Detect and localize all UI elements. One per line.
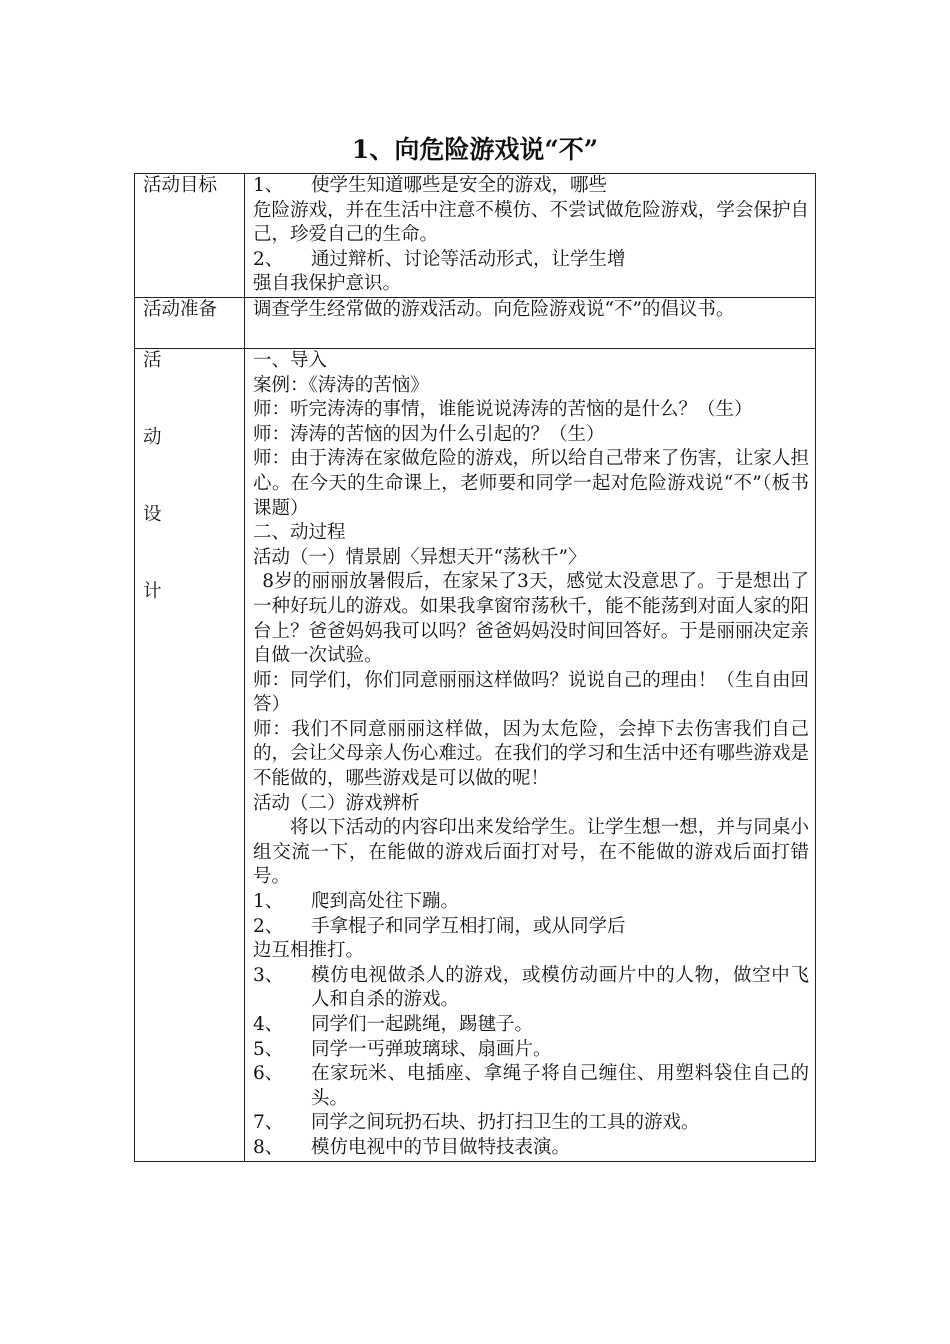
- list-item-number: 2、: [253, 915, 284, 937]
- label-goal: 活动目标: [135, 174, 245, 298]
- case-title: 案例：《涛涛的苦恼》: [253, 374, 429, 396]
- list-item: [253, 1111, 809, 1136]
- activity-2-title: 活动（二）游戏辨析: [253, 792, 420, 814]
- table-row-design: [135, 348, 816, 1161]
- goal-item-1-text: 使学生知道哪些是安全的游戏，哪些: [311, 175, 608, 196]
- instruction-paragraph: 将以下活动的内容印出来发给学生。让学生想一想，并与同桌小组交流一下，在能做的游戏后面打对号，在不能做的游戏后面打错号。: [253, 817, 809, 888]
- list-item-text: 同学一丐弹玻璃球、扇画片。: [311, 1038, 552, 1060]
- goal-item-2: [253, 248, 809, 273]
- content-goal: [245, 174, 816, 298]
- label-design-char-2: 动: [143, 426, 162, 448]
- label-prep: 活动准备: [135, 297, 245, 348]
- list-item-text: 爬到高处往下蹦。: [311, 891, 460, 913]
- list-item-number: 1、: [253, 891, 284, 913]
- paragraph: 师：由于涛涛在家做危险的游戏，所以给自己带来了伤害，让家人担心。在今天的生命课上，老师要和同学一起对危险游戏说“不”（板书课题）: [253, 448, 809, 519]
- list-item-number: 8、: [253, 1136, 284, 1158]
- goal-item-1-number: 1、: [253, 175, 284, 196]
- lesson-plan-table: [134, 173, 816, 1162]
- list-item-number: 6、: [253, 1063, 284, 1085]
- table-row-goal: [135, 174, 816, 298]
- list-item: [253, 1062, 809, 1111]
- goal-item-1-continuation: 危险游戏，并在生活中注意不模仿、不尝试做危险游戏，学会保护自己，珍爱自己的生命。: [253, 199, 809, 246]
- paragraph: 师：我们不同意丽丽这样做，因为太危险，会掉下去伤害我们自己的，会让父母亲人伤心难过。在我们的学习和生活中还有哪些游戏是不能做的，哪些游戏是可以做的呢！: [253, 718, 809, 790]
- goal-item-2-continuation: 强自我保护意识。: [253, 273, 402, 295]
- list-item-number: 4、: [253, 1014, 284, 1035]
- goal-item-1: [253, 174, 809, 199]
- table-row-prep: [135, 297, 816, 348]
- list-item-number: 3、: [253, 964, 284, 986]
- activity-1-title: 活动（一）情景剧〈异想天开“荡秋千”〉: [253, 546, 587, 568]
- paragraph: 师：涛涛的苦恼的因为什么引起的？（生）: [253, 423, 605, 445]
- content-prep: 调查学生经常做的游戏活动。向危险游戏说“不”的倡议书。: [245, 297, 816, 348]
- list-item: [253, 890, 809, 915]
- list-item-text: 模仿电视做杀人的游戏，或模仿动画片中的人物，做空中飞人和自杀的游戏。: [311, 964, 809, 1011]
- paragraph: 师：同学们，你们同意丽丽这样做吗？说说自己的理由！（生自由回答）: [253, 669, 809, 716]
- goal-item-2-number: 2、: [253, 248, 284, 270]
- label-design-char-1: 活: [143, 349, 162, 371]
- paragraph: 师：听完涛涛的事情，谁能说说涛涛的苦恼的是什么？（生）: [253, 399, 753, 421]
- list-item-text: 模仿电视中的节目做特技表演。: [311, 1136, 571, 1158]
- list-item-text: 同学之间玩扔石块、扔打扫卫生的工具的游戏。: [311, 1112, 700, 1134]
- list-item: [253, 964, 809, 1013]
- section-heading-intro: 一、导入: [253, 349, 328, 371]
- list-item-text: 手拿棍子和同学互相打闹，或从同学后: [311, 915, 626, 937]
- list-item-number: 5、: [253, 1038, 284, 1060]
- list-item-text: 同学们一起跳绳，踢毽子。: [311, 1014, 534, 1035]
- page-title: 1、向危险游戏说“不”: [351, 135, 599, 164]
- goal-item-2-text: 通过辩析、讨论等活动形式，让学生增: [311, 248, 626, 270]
- list-item-text: 在家玩米、电插座、拿绳子将自己缠住、用塑料袋住自己的头。: [311, 1063, 809, 1109]
- label-design-char-4: 计: [143, 580, 162, 602]
- list-item: [253, 1136, 809, 1161]
- label-design-char-3: 设: [143, 503, 162, 525]
- list-item: [253, 1038, 809, 1063]
- list-item: [253, 1013, 809, 1038]
- list-item-continuation: 边互相推打。: [253, 940, 365, 962]
- scenario-paragraph: 8岁的丽丽放暑假后，在家呆了3天，感觉太没意思了。于是想出了一种好玩儿的游戏。如果我拿窗帘荡秋千，能不能荡到对面人家的阳台上？爸爸妈妈我可以吗？爸爸妈妈没时间回答好。于是丽丽决定亲自做一次试验。: [253, 571, 809, 667]
- list-item: [253, 915, 809, 940]
- label-design: [135, 348, 245, 1161]
- content-design: [245, 348, 816, 1161]
- list-item-number: 7、: [253, 1112, 284, 1134]
- game-list: [253, 890, 809, 1161]
- section-heading-process: 二、动过程: [253, 522, 346, 544]
